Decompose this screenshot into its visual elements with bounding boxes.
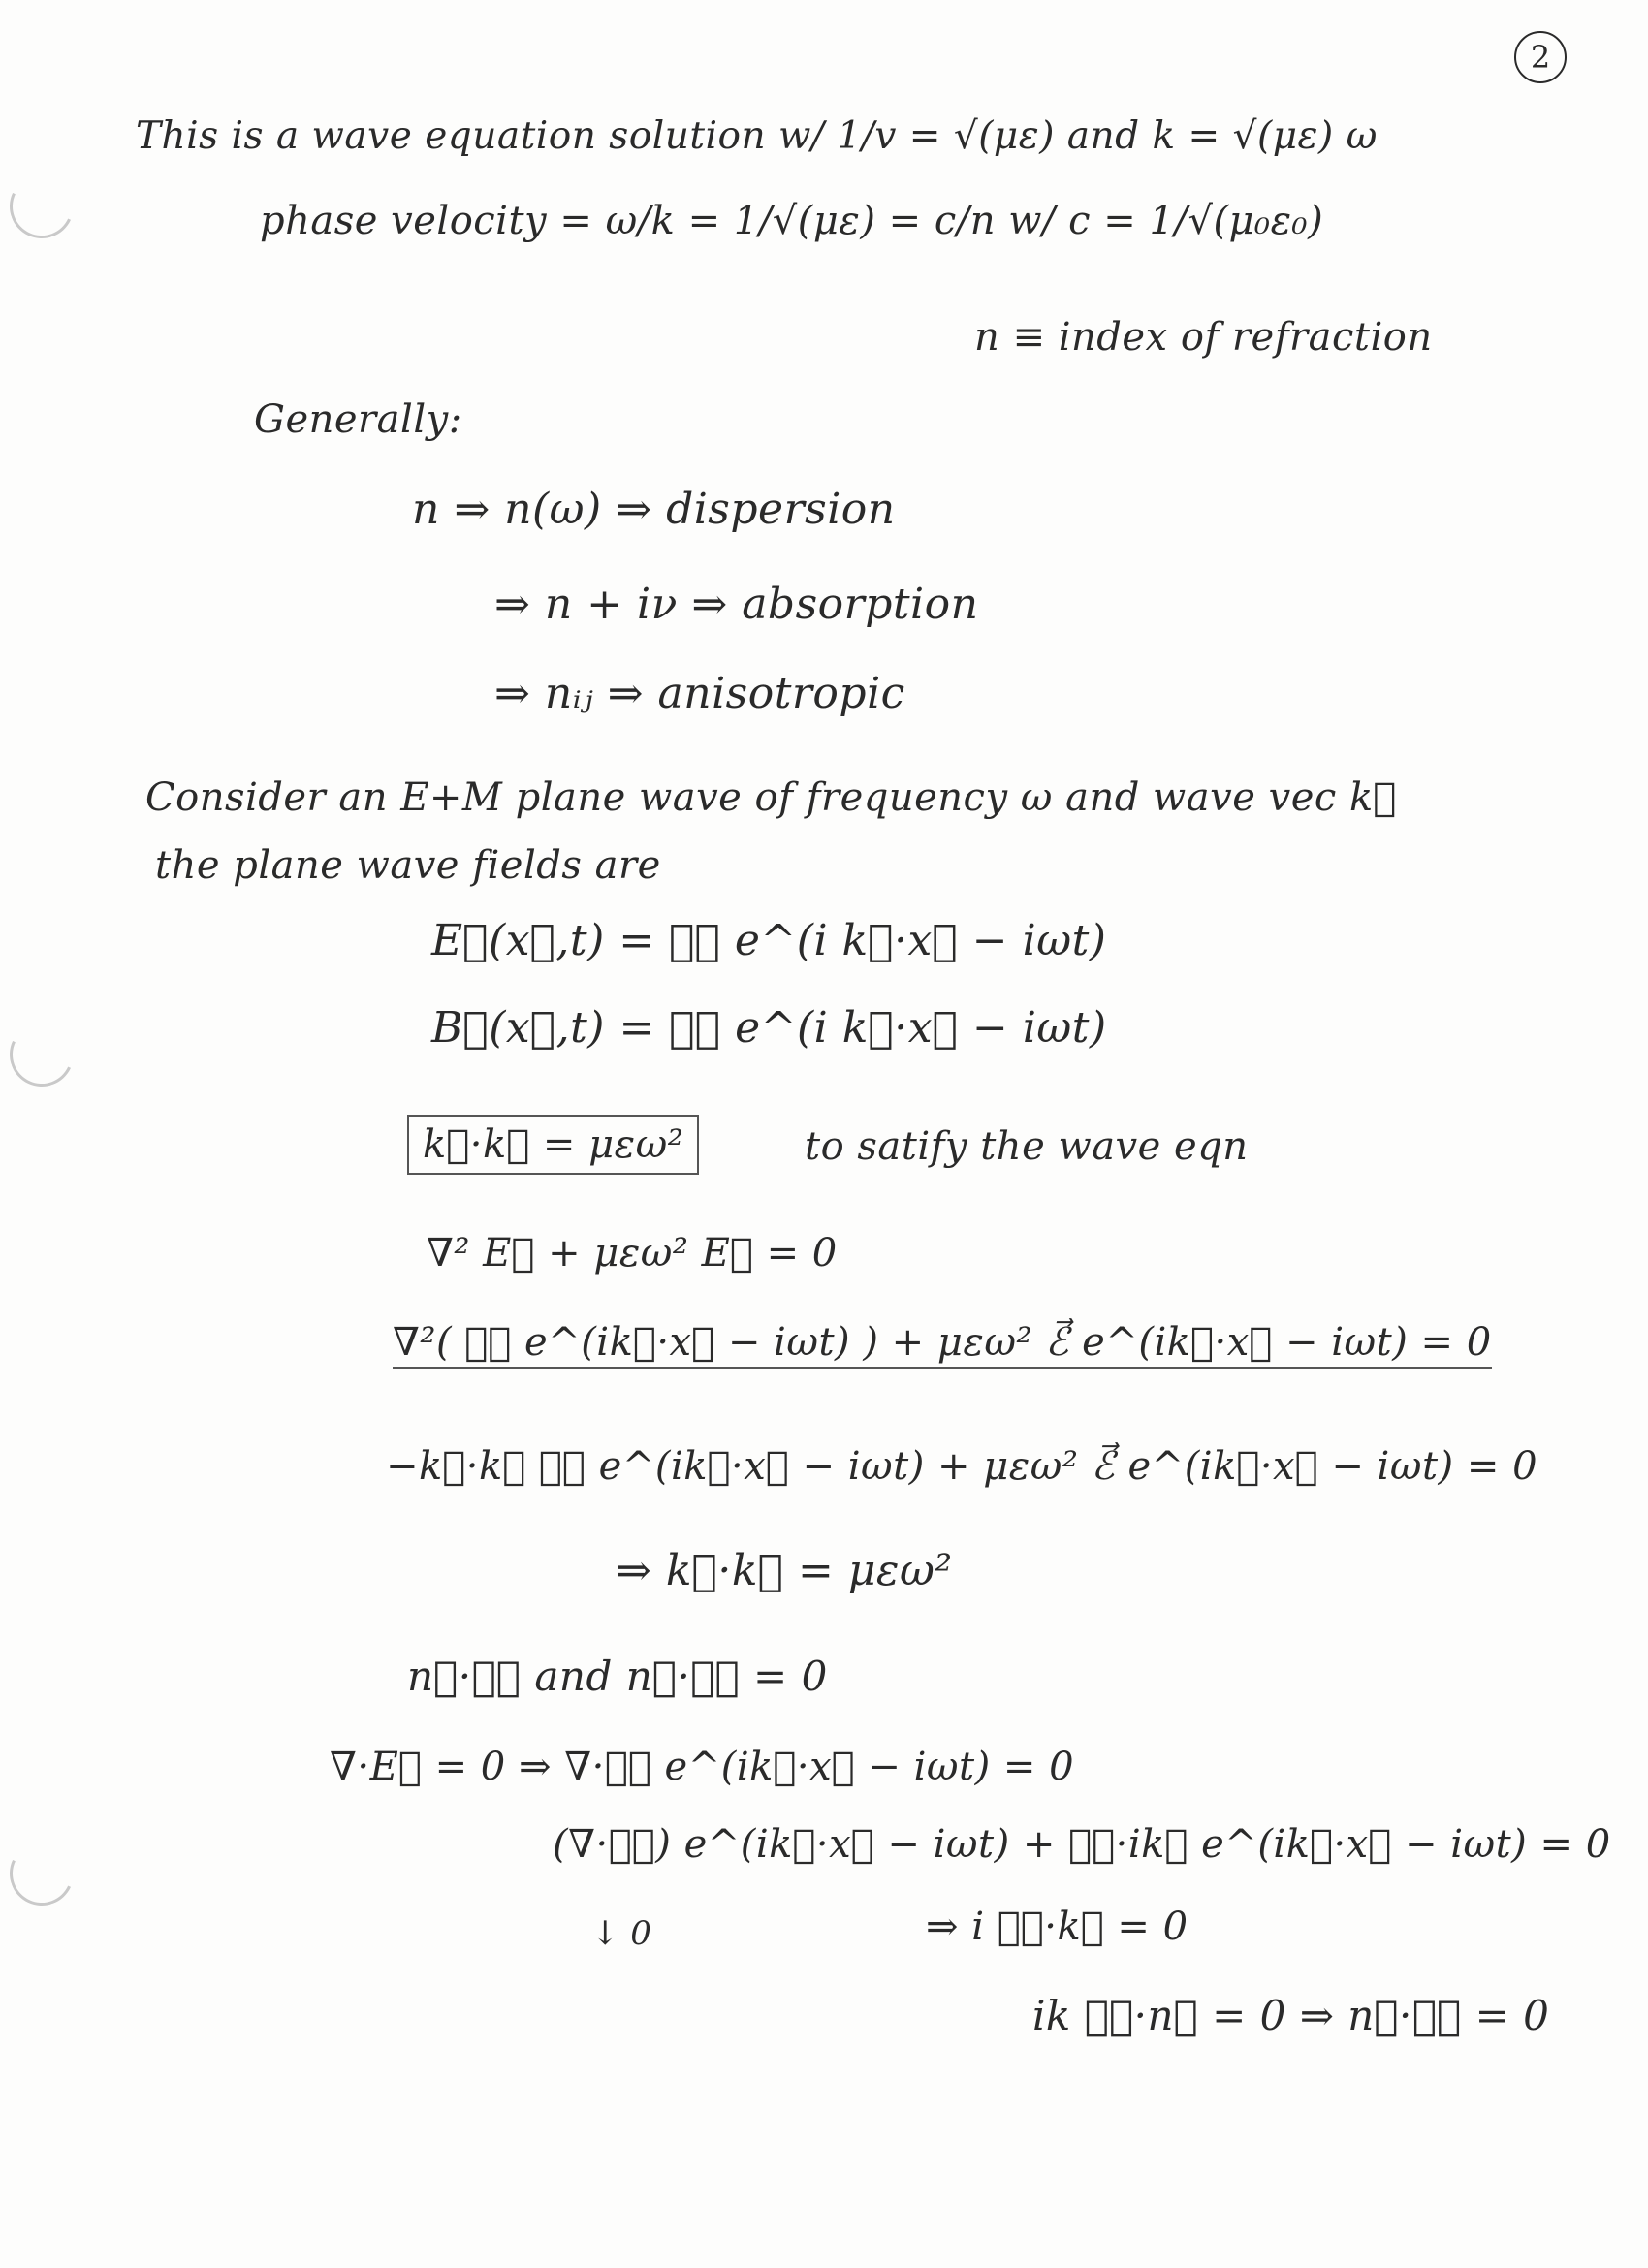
result-dispersion-relation: ⇒ k⃗·k⃗ = μεω² bbox=[616, 1546, 953, 1595]
line-dispersion: n ⇒ n(ω) ⇒ dispersion bbox=[412, 485, 896, 534]
equation-evaluated: −k⃗·k⃗ ℰ⃗ e^(ik⃗·x⃗ − iωt) + μεω² ℰ⃗ e^(ik⃗·x⃗ − iωt) = 0 bbox=[386, 1444, 1538, 1489]
line-wave-equation-solution: This is a wave equation solution w/ 1/v = √(με) and k = √(με) ω bbox=[136, 114, 1378, 158]
result-e-dot-k: ⇒ i ℰ⃗·k⃗ = 0 bbox=[926, 1905, 1188, 1949]
equation-electric-field: E⃗(x⃗,t) = ℰ⃗ e^(i k⃗·x⃗ − iωt) bbox=[431, 916, 1107, 965]
line-phase-velocity: phase velocity = ω/k = 1/√(με) = c/n w/ c = 1/√(μ₀ε₀) bbox=[260, 199, 1324, 243]
line-index-of-refraction: n ≡ index of refraction bbox=[974, 315, 1433, 360]
binder-hole-middle bbox=[1, 1014, 83, 1096]
equation-magnetic-field: B⃗(x⃗,t) = ℬ⃗ e^(i k⃗·x⃗ − iωt) bbox=[431, 1003, 1107, 1053]
equation-wave-eqn: ∇² E⃗ + μεω² E⃗ = 0 bbox=[427, 1231, 838, 1276]
page-number: 2 bbox=[1514, 31, 1567, 83]
equation-divergence-expanded: (∇·ℰ⃗) e^(ik⃗·x⃗ − iωt) + ℰ⃗·ik⃗ e^(ik⃗·x⃗ − iωt) = 0 bbox=[553, 1822, 1611, 1867]
line-plane-wave-fields: the plane wave fields are bbox=[155, 843, 661, 888]
binder-hole-bottom bbox=[1, 1833, 83, 1915]
equation-substitution: ∇²( ℰ⃗ e^(ik⃗·x⃗ − iωt) ) + μεω² ℰ⃗ e^(ik⃗·x⃗ − iωt) = 0 bbox=[393, 1320, 1492, 1369]
line-transversality-condition: n⃗·ℰ⃗ and n⃗·ℬ⃗ = 0 bbox=[407, 1653, 828, 1700]
result-n-dot-e: ik ℰ⃗·n⃗ = 0 ⇒ n⃗·ℰ⃗ = 0 bbox=[1032, 1992, 1550, 2039]
heading-generally: Generally: bbox=[254, 397, 462, 442]
equation-divergence: ∇·E⃗ = 0 ⇒ ∇·ℰ⃗ e^(ik⃗·x⃗ − iωt) = 0 bbox=[330, 1745, 1075, 1789]
boxed-dispersion-relation: k⃗·k⃗ = μεω² bbox=[407, 1115, 699, 1175]
line-absorption: ⇒ n + iν ⇒ absorption bbox=[494, 580, 979, 629]
line-consider-plane-wave: Consider an E+M plane wave of frequency ω and wave vec k⃗ bbox=[145, 775, 1397, 820]
binder-hole-top bbox=[1, 166, 83, 248]
line-anisotropic: ⇒ nᵢⱼ ⇒ anisotropic bbox=[494, 669, 905, 718]
annotation-divergence-zero: ↓ 0 bbox=[591, 1914, 652, 1953]
line-satisfy-wave-eqn: to satify the wave eqn bbox=[805, 1124, 1249, 1169]
